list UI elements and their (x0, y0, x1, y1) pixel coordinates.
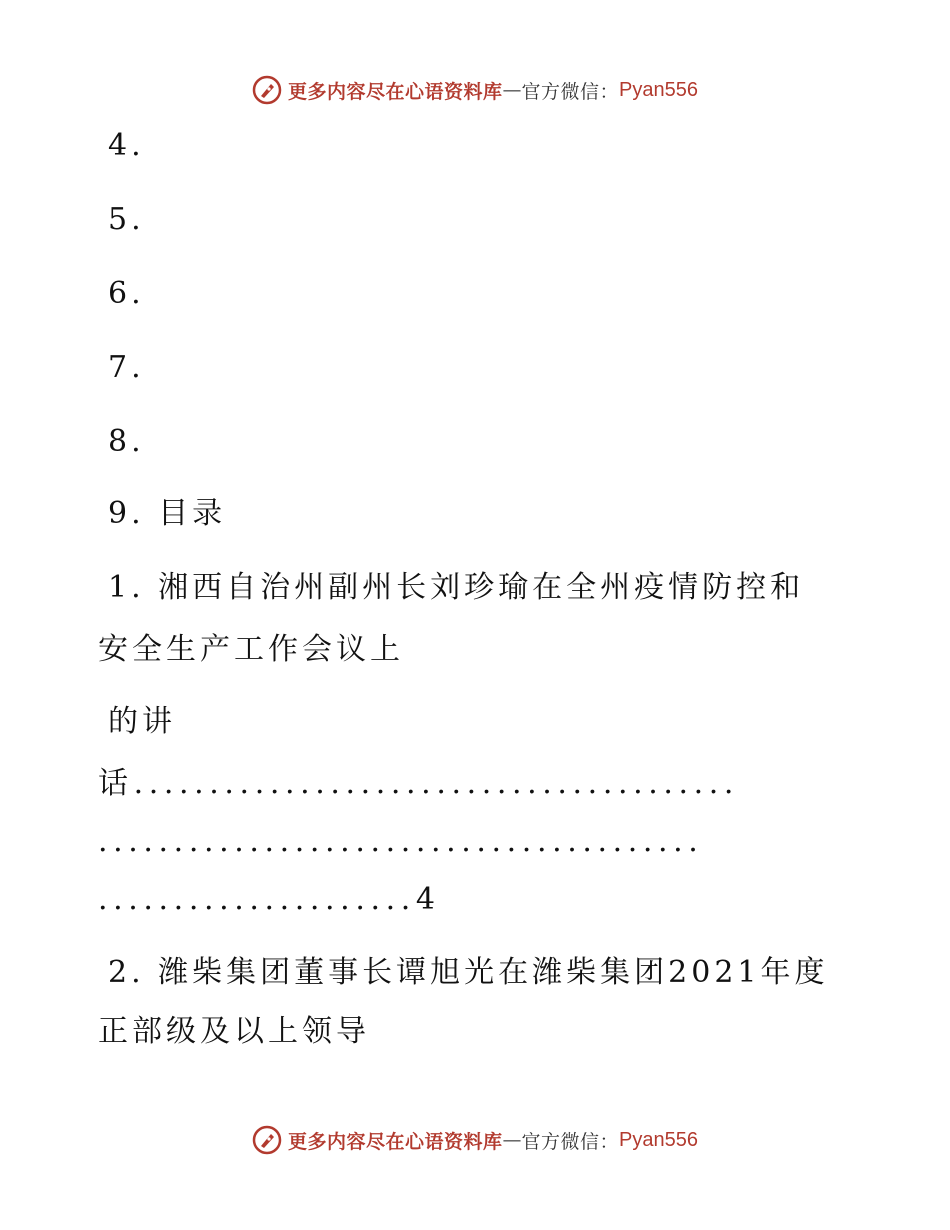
footer-watermark (0, 1120, 950, 1160)
watermark-site-text: 更多内容尽在心语资料库 (288, 80, 503, 103)
list-item-6: 6. (108, 276, 145, 311)
toc-entry-1-line-1: 1. 湘西自治州副州长刘珍瑜在全州疫情防控和 (108, 570, 805, 605)
watermark-wechat-id: Pyan556 (619, 1128, 698, 1151)
list-item-7: 7. (108, 350, 145, 385)
toc-entry-2-line-2: 正部级及以上领导 (98, 1014, 370, 1049)
list-item-8: 8. (108, 424, 145, 459)
toc-entry-1-line-6: .....................4 (98, 882, 441, 917)
watermark-site-text: 更多内容尽在心语资料库 (288, 1130, 503, 1153)
watermark-dash: — (502, 79, 522, 101)
toc-heading: 9. 目录 (108, 496, 227, 531)
watermark-official-text: 官方微信： (521, 80, 620, 103)
list-item-4: 4. (108, 128, 145, 163)
toc-entry-2-line-1: 2. 潍柴集团董事长谭旭光在潍柴集团2021年度 (108, 955, 829, 990)
toc-entry-1-line-4: 话........................................ (98, 766, 740, 801)
pen-nib-logo-icon (252, 1125, 282, 1155)
watermark-official-text: 官方微信： (521, 1130, 620, 1153)
header-watermark (0, 70, 950, 110)
toc-entry-1-line-2: 安全生产工作会议上 (98, 632, 404, 667)
toc-entry-1-line-5: ........................................ (98, 824, 704, 859)
list-item-5: 5. (108, 202, 145, 237)
watermark-wechat-id: Pyan556 (619, 78, 698, 101)
watermark-dash: — (502, 1129, 522, 1151)
pen-nib-logo-icon (252, 75, 282, 105)
toc-entry-1-line-3: 的讲 (108, 704, 176, 739)
